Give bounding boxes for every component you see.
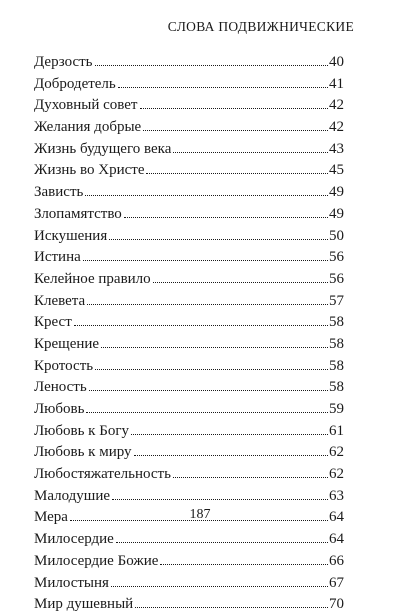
dot-leader (86, 412, 328, 413)
toc-entry-title: Крест (34, 314, 72, 331)
dot-leader (143, 130, 328, 131)
dot-leader (146, 173, 328, 174)
toc-entry-page: 70 (329, 596, 344, 613)
toc-entry-page: 49 (329, 184, 344, 201)
toc-entry (34, 160, 344, 182)
running-head: СЛОВА ПОДВИЖНИЧЕСКИЕ (167, 19, 354, 34)
dot-leader (135, 607, 328, 608)
dot-leader (124, 217, 328, 218)
toc-entry (34, 573, 344, 595)
dot-leader (140, 108, 329, 109)
toc-entry-title: Милосердие Божие (34, 552, 159, 569)
toc-entry-title: Милосердие (34, 531, 114, 548)
toc-entry-page: 58 (329, 357, 344, 374)
toc-entry (34, 52, 344, 74)
toc-entry (34, 442, 344, 464)
toc-entry (34, 139, 344, 161)
toc-entry-title: Крещение (34, 335, 100, 352)
toc-entry-title: Любовь к миру (34, 444, 132, 461)
toc-entry-page: 62 (329, 466, 344, 483)
toc-entry (34, 421, 344, 443)
toc-entry (34, 182, 344, 204)
toc-entry (34, 74, 344, 96)
dot-leader (89, 390, 328, 391)
toc-entry-title: Духовный совет (34, 97, 138, 114)
toc-entry-page: 56 (329, 270, 344, 287)
toc-entry-page: 42 (329, 119, 344, 136)
toc-entry-title: Любостяжательность (34, 466, 171, 483)
toc-entry-page: 67 (329, 574, 344, 591)
toc-entry-page: 49 (329, 205, 344, 222)
toc-entry-title: Любовь к Богу (34, 422, 129, 439)
toc-entry-title: Любовь (34, 401, 85, 417)
toc-entry-page: 58 (329, 314, 344, 331)
toc-entry (34, 334, 344, 356)
toc-entry-title: Милостыня (34, 574, 109, 591)
toc-entry-title: Жизнь будущего века (34, 140, 172, 157)
toc-entry-page: 57 (329, 292, 344, 309)
dot-leader (116, 542, 328, 543)
dot-leader (111, 586, 328, 587)
dot-leader (83, 260, 328, 261)
dot-leader (131, 434, 328, 435)
toc-entry-page: 41 (329, 75, 344, 92)
dot-leader (153, 282, 328, 283)
toc-entry-page: 59 (329, 401, 344, 417)
toc-entry-title: Добродетель (34, 75, 116, 92)
toc-entry-title: Кротость (34, 357, 94, 374)
toc-entry-title: Жизнь во Христе (34, 162, 145, 179)
dot-leader (134, 455, 328, 456)
toc-entry (34, 117, 344, 139)
toc-entry-page: 45 (329, 162, 344, 179)
toc-entry (34, 594, 344, 616)
toc-entry-page: 61 (329, 422, 344, 439)
dot-leader (118, 87, 328, 88)
toc-entry-title: Дерзость (34, 54, 93, 70)
toc-entry (34, 247, 344, 269)
toc-entry-page: 40 (329, 54, 344, 70)
dot-leader (112, 499, 328, 500)
toc-entry-title: Желания добрые (34, 119, 142, 136)
dot-leader (87, 304, 328, 305)
dot-leader (95, 369, 328, 370)
toc-entry-page: 64 (329, 531, 344, 548)
toc-entry-title: Искушения (34, 227, 108, 244)
toc-entry (34, 399, 344, 421)
toc-entry-page: 58 (329, 379, 344, 396)
toc-entry (34, 291, 344, 313)
dot-leader (109, 239, 328, 240)
toc-entry (34, 529, 344, 551)
toc-entry-page: 42 (329, 97, 344, 114)
toc-entry (34, 377, 344, 399)
page-number: 187 (189, 507, 211, 522)
toc-entry-title: Мир душевный (34, 596, 134, 613)
toc-entry-title: Мера (34, 509, 68, 526)
dot-leader (85, 195, 328, 196)
toc-entry-title: Малодушие (34, 487, 111, 504)
toc-entry-page: 63 (329, 487, 344, 504)
toc-entry (34, 269, 344, 291)
toc-entry-page: 50 (329, 227, 344, 244)
toc-entry (34, 95, 344, 117)
toc-entry-page: 64 (329, 509, 344, 526)
toc-entry-title: Истина (34, 249, 81, 266)
toc-entry-title: Зависть (34, 184, 84, 201)
toc-entry-title: Келейное правило (34, 270, 151, 287)
toc-entry-page: 66 (329, 552, 344, 569)
toc-entry (34, 312, 344, 334)
toc-entry (34, 226, 344, 248)
dot-leader (173, 152, 328, 153)
dot-leader (95, 65, 328, 66)
toc-entry (34, 204, 344, 226)
toc-entry-page: 56 (329, 249, 344, 266)
toc-entry-page: 58 (329, 335, 344, 352)
dot-leader (101, 347, 328, 348)
toc-entry-page: 62 (329, 444, 344, 461)
toc-entry (34, 464, 344, 486)
dot-leader (160, 564, 328, 565)
toc-entry (34, 551, 344, 573)
toc-entry (34, 356, 344, 378)
table-of-contents (34, 52, 344, 616)
dot-leader (173, 477, 328, 478)
toc-entry-title: Леность (34, 379, 87, 396)
dot-leader (74, 325, 328, 326)
toc-entry-title: Злопамятство (34, 205, 122, 222)
toc-entry-title: Клевета (34, 292, 86, 309)
toc-entry-page: 43 (329, 140, 344, 157)
toc-entry (34, 486, 344, 508)
